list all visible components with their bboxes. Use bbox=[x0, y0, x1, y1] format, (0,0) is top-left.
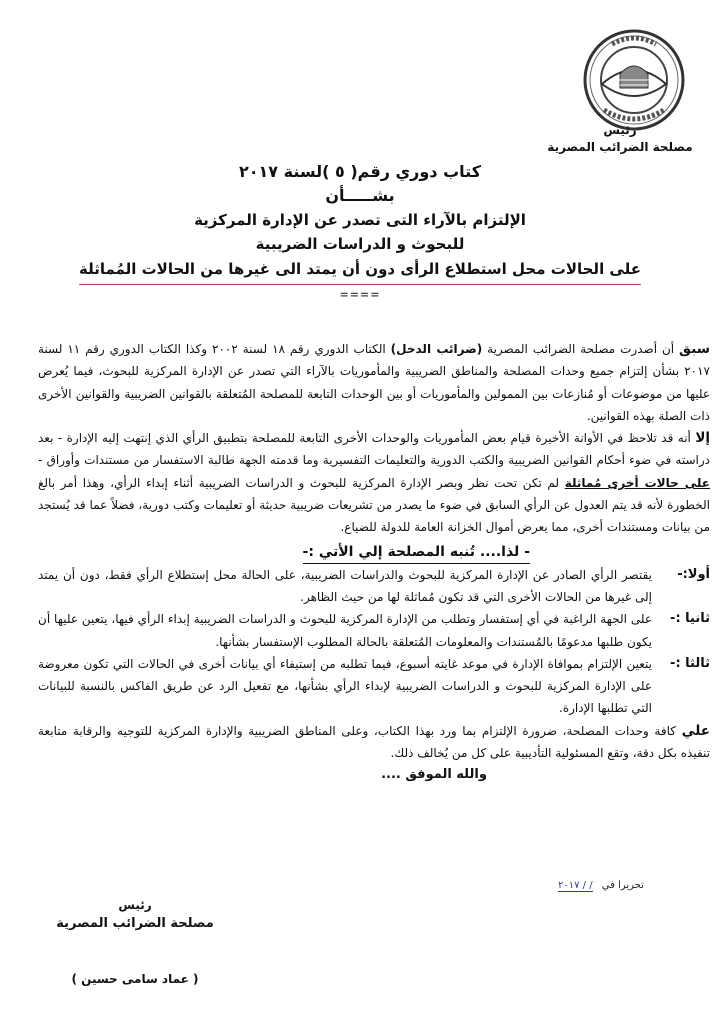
tax-authority-seal-logo bbox=[582, 28, 686, 132]
signature-block bbox=[50, 896, 220, 986]
letter-body bbox=[38, 338, 710, 787]
directive-item-3-number: ثالثا :- bbox=[670, 655, 710, 671]
paragraph-3-lead: علي bbox=[681, 722, 710, 739]
signature-title: رئيس bbox=[118, 898, 152, 912]
issue-date-value: / / ٢٠١٧ bbox=[558, 880, 593, 891]
directive-item-3 bbox=[38, 653, 710, 720]
directive-item-1-text: يقتصر الرأي الصادر عن الإدارة المركزية للبحوث والدراسات الضريبية، على الحالة محل إستطلاع الرأي فقط، دون أن يمتد إلى غيرها من الحالات الأخرى التي قد تكون مُماثلة لها من حيث الظاهر. bbox=[38, 567, 652, 604]
paragraph-1-lead: سبق bbox=[679, 341, 711, 357]
paragraph-2 bbox=[38, 427, 710, 538]
paragraph-1 bbox=[38, 338, 710, 427]
paragraph-3-text: كافة وحدات المصلحة، ضرورة الإلتزام بما ورد بهذا الكتاب، وعلى المناطق الضريبية والإدارة المركزية للتوجيه والرقابة متابعة تنفيذه بكل دقة، وتقع المسئولية التأديبية على كل من يُخالف ذلك. bbox=[38, 723, 710, 761]
closing-phrase: والله الموفق .... bbox=[381, 767, 487, 783]
paragraph-2-text-b: لم تكن تحت نظر وبصر الإدارة المركزية للبحوث و الدراسات الضريبية أثناء إبداء الرأي، وهذا أمر بالغ الخطورة لأنه قد يتم العدول عن الرأي السابق في ضوء ما يصدر من تشريعات ضريبية حديثة أو تعليمات وكتب دورية، فضلاً عما قد يُستجد من بيانات ومستندات أخرى، مما يعرض أموال الخزانة العامة للدولة للضياع. bbox=[38, 475, 710, 535]
signature-organization: مصلحة الضرائب المصرية bbox=[56, 916, 214, 931]
directive-item-2 bbox=[38, 608, 710, 653]
paragraph-1-text-a: أن أصدرت مصلحة الضرائب المصرية bbox=[482, 342, 680, 356]
paragraph-1-bold: (ضرائب الدخل) bbox=[390, 342, 483, 356]
directive-item-2-text: على الجهة الراغبة في أي إستفسار وتطلب من الإدارة المركزية للبحوث و الدراسات الضريبية إبداء الرأي فيها، يتعين عليها أن يكون طلبها مدعومًا بالمُستندات والمعلومات المُتعلقة بالحالة المطلوب الإستفسار بشأنها. bbox=[38, 612, 652, 649]
directive-item-1 bbox=[38, 564, 710, 609]
title-separator: ==== bbox=[339, 288, 381, 301]
paragraph-3 bbox=[38, 720, 710, 765]
subject-line-3: على الحالات محل استطلاع الرأى دون أن يمتد الى غيرها من الحالات المُماثلة bbox=[79, 256, 641, 285]
regarding-label: بشـــــأن bbox=[325, 186, 395, 205]
document-title-block bbox=[60, 160, 660, 303]
paragraph-2-lead: إلا bbox=[695, 430, 710, 447]
subject-line-2: للبحوث و الدراسات الضريبية bbox=[255, 235, 465, 253]
paragraph-1-text-b: الكتاب الدوري رقم ١٨ لسنة ٢٠٠٢ وكذا الكتاب الدوري رقم ١١ لسنة ٢٠١٧ بشأن إلتزام جميع وحدات المصلحة والمناطق الضريبية والمأموريات بالآراء التي تصدر عن الإدارة المركزية للبحوث، فيما يُعرض عليها من موضوعات أو مُنازعات بين الممولين والمأموريات أو بين الوحدات التابعة للمصلحة المُتعلقة بالقوانين الضريبية والقوانين الأخرى ذات الصلة بهذه القوانين. bbox=[38, 342, 710, 423]
directive-item-2-number: ثانيا :- bbox=[670, 611, 710, 627]
circular-number: كتاب دوري رقم( ٥ )لسنة ٢٠١٧ bbox=[238, 162, 482, 181]
directive-heading: - لذا.... تُنبه المصلحة إلي الأتي :- bbox=[303, 542, 530, 564]
paragraph-2-text-a: أنه قد تلاحظ في الأوانة الأخيرة قيام بعض المأموريات والوحدات الأخرى التابعة للمصلحة بتطبيق الرأي الذي إنتهت إليه الإدارة - بعد دراسته في ضوء أحكام القوانين الضريبية والكتب الدورية والتعليمات التفسيرية وما قدمته الجهة طالبة الاستفسار من مستندات وأوراق - bbox=[38, 431, 710, 468]
header-title-line2: مصلحة الضرائب المصرية bbox=[547, 140, 693, 154]
paragraph-2-bold: على حالات أخرى مُماثلة bbox=[564, 475, 710, 490]
signatory-name: ( عماد سامى حسين ) bbox=[71, 972, 199, 986]
directive-item-1-number: أولا:- bbox=[677, 566, 710, 582]
directive-item-3-text: يتعين الإلتزام بموافاة الإدارة في موعد غايته أسبوع، فيما تطلبه من إستيفاء أي بيانات أخرى في الحالات التي تكون معروضة على الإدارة المركزية للبحوث و الدراسات الضريبية لإبداء الرأي بشأنها، مع تفعيل الرد عن طريق الفاكس بالنسبة للبيانات التي تطلبها الإدارة. bbox=[38, 656, 652, 716]
header-title-line1: رئيس bbox=[603, 123, 637, 137]
subject-line-1: الإلتزام بالآراء التى تصدر عن الإدارة المركزية bbox=[194, 211, 526, 229]
issue-date bbox=[558, 880, 644, 891]
issue-date-label: تحريرا في bbox=[601, 880, 644, 891]
header-issuer bbox=[540, 122, 700, 156]
